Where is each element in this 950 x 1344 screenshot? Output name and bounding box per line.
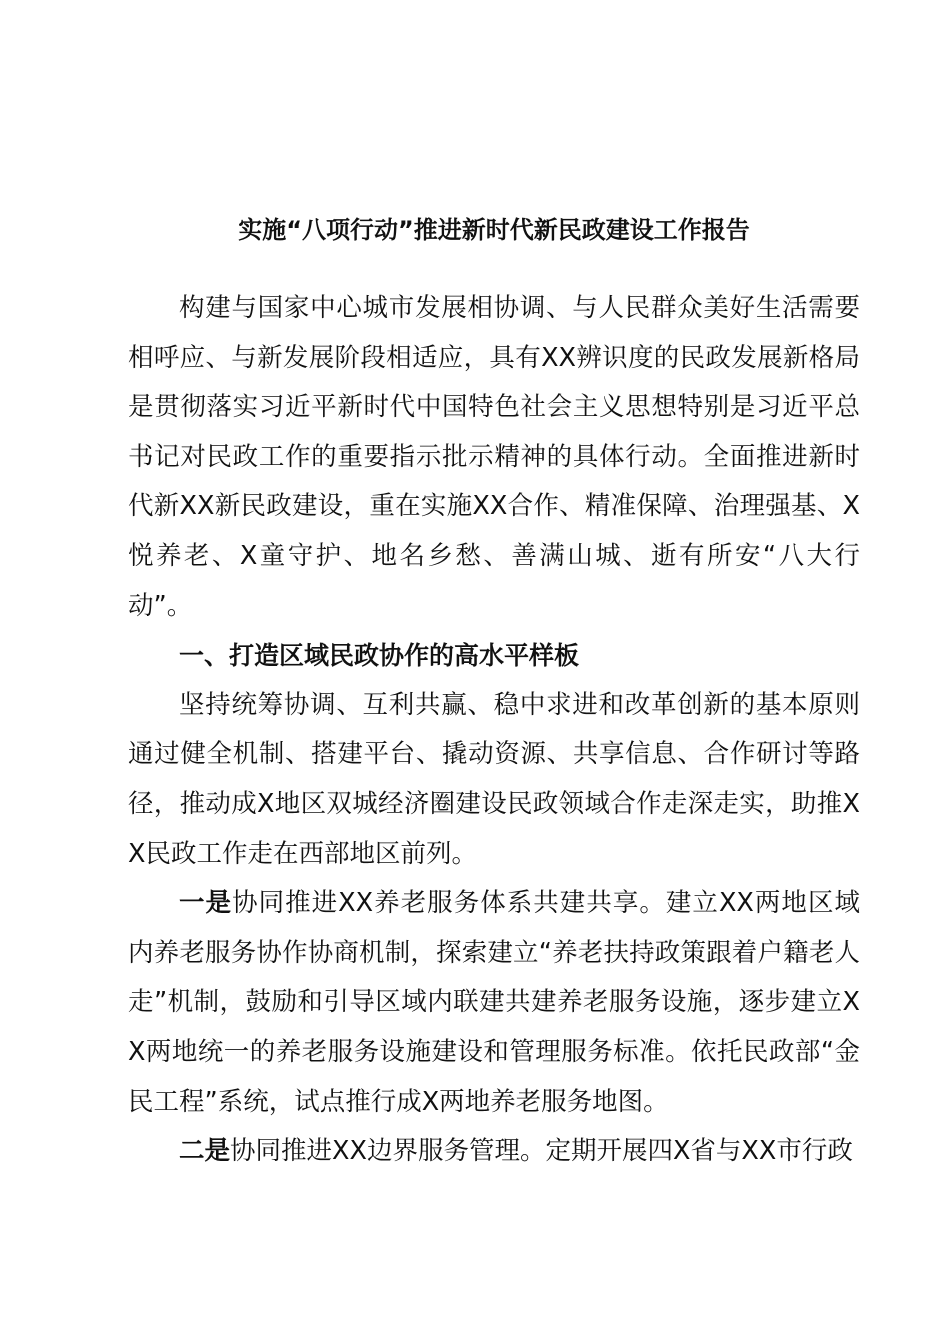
item-2-lead: 二是 [179,1136,231,1167]
item-2-text: 协同推进XX边界服务管理。定期开展四X省与XX市行政 [230,1136,853,1167]
item-1-lead: 一是 [179,888,233,919]
document-title: 实施“八项行动”推进新时代新民政建设工作报告 [238,216,750,244]
item-1-text: 协同推进XX养老服务体系共建共享。建立XX两地区域内养老服务协作协商机制，探索建立“养老扶持政策跟着户籍老人走”机制，鼓励和引导区域内联建共建养老服务设施，逐步建立XX两地统一的养老服务设施建设和管理服务标准。依托民政部“金民工程”系统，试点推行成X两地养老服务地图。 [128,888,860,1117]
intro-paragraph: 构建与国家中心城市发展相协调、与人民群众美好生活需要相呼应、与新发展阶段相适应，具有XX辨识度的民政发展新格局是贯彻落实习近平新时代中国特色社会主义思想特别是习近平总书记对民政工作的重要指示批示精神的具体行动。全面推进新时代新XX新民政建设，重在实施XX合作、精准保障、治理强基、X悦养老、X童守护、地名乡愁、善满山城、逝有所安“八大行动”。 [128,293,860,621]
section-heading-1: 一、打造区域民政协作的高水平样板 [179,641,580,671]
item-2-paragraph [128,1127,860,1177]
document-page [128,210,860,1177]
item-1-paragraph [128,879,860,1127]
section-1-paragraph: 坚持统筹协调、互利共赢、稳中求进和改革创新的基本原则通过健全机制、搭建平台、撬动资源、共享信息、合作研讨等路径，推动成X地区双城经济圈建设民政领域合作走深走实，助推XX民政工作走在西部地区前列。 [128,689,860,869]
